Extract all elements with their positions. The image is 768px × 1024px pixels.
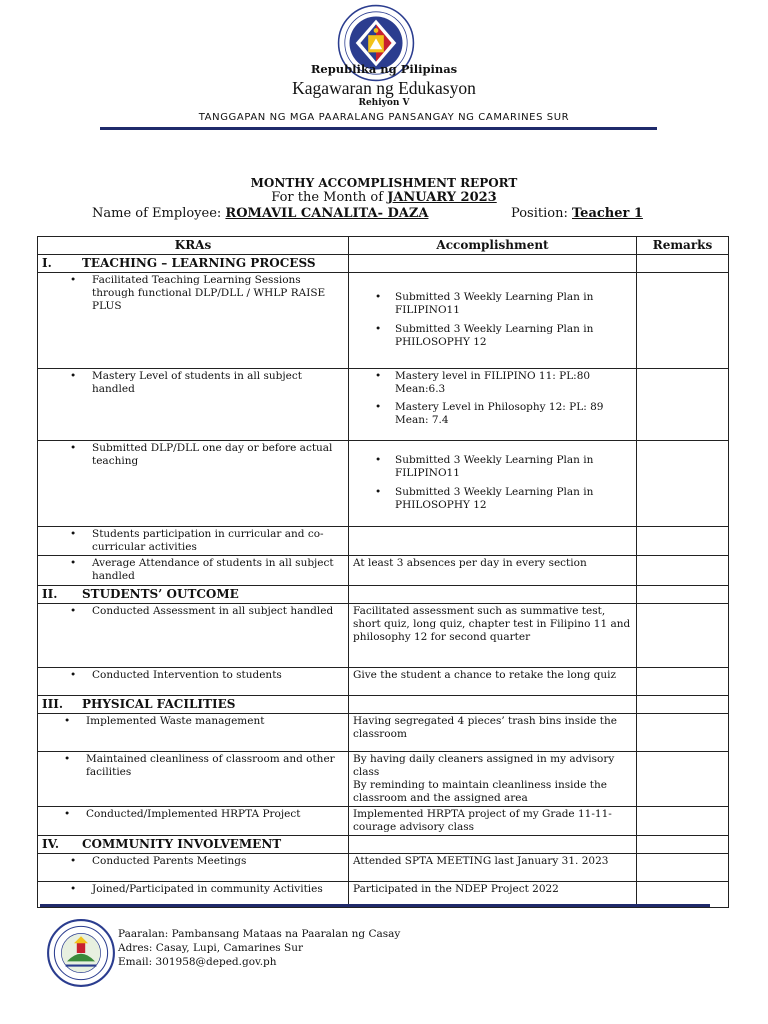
accomplishment-cell: Having segregated 4 pieces’ trash bins inside the classroom xyxy=(349,713,637,751)
table-row xyxy=(38,273,729,369)
accomplishment-cell: By having daily cleaners assigned in my advisory class xyxy=(353,752,615,778)
kra-item: • Facilitated Teaching Learning Sessions through functional DLP/DLL / WHLP RAISE PLUS xyxy=(92,274,344,313)
accomplishment-item: • Submitted 3 Weekly Learning Plan in PHILOSOPHY 12 xyxy=(395,323,632,349)
report-title: MONTHY ACCOMPLISHMENT REPORT xyxy=(250,176,518,190)
position-value: Teacher 1 xyxy=(571,206,643,221)
table-row xyxy=(38,369,729,441)
kra-item: • Conducted Assessment in all subject handled xyxy=(92,605,344,618)
accomplishment-cell: At least 3 absences per day in every section xyxy=(349,556,637,585)
kra-item: • Average Attendance of students in all subject handled xyxy=(92,557,344,583)
accomplishment-cell: Facilitated assessment such as summative test, short quiz, long quiz, chapter test in Filipino 11 and philosophy 12 for second quarter xyxy=(349,603,637,667)
header-kras: KRAs xyxy=(38,237,349,255)
tanggapan-heading: TANGGAPAN NG MGA PAARALANG PANSANGAY NG CAMARINES SUR xyxy=(198,112,570,123)
accomplishment-item: • Mastery level in FILIPINO 11: PL:80 Mean:6.3 xyxy=(395,370,632,396)
table-row xyxy=(38,807,729,836)
header-rule xyxy=(100,127,657,130)
section-label: TEACHING – LEARNING PROCESS xyxy=(82,256,316,270)
section-title xyxy=(38,585,349,603)
accomplishment-cell: Give the student a chance to retake the long quiz xyxy=(349,667,637,695)
school-seal-icon xyxy=(46,918,116,988)
footer-school: Paaralan: Pambansang Mataas na Paaralan ng Casay xyxy=(118,928,401,940)
employee-name: ROMAVIL CANALITA- DAZA xyxy=(225,206,429,221)
kagawaran-heading: Kagawaran ng Edukasyon xyxy=(292,78,476,98)
accomplishment-item: • Mastery Level in Philosophy 12: PL: 89 Mean: 7.4 xyxy=(395,401,632,427)
remarks-cell xyxy=(637,527,729,556)
remarks-cell xyxy=(637,441,729,527)
kra-item: • Conducted/Implemented HRPTA Project xyxy=(86,808,344,821)
section-number: I. xyxy=(42,256,52,270)
remarks-cell xyxy=(637,807,729,836)
footer-info xyxy=(118,927,400,969)
table-row xyxy=(38,603,729,667)
table-row xyxy=(38,667,729,695)
remarks-cell xyxy=(637,713,729,751)
header-accomplishment: Accomplishment xyxy=(349,237,637,255)
section-title xyxy=(38,255,349,273)
accomplishment-cell: Implemented HRPTA project of my Grade 11-11- courage advisory class xyxy=(349,807,637,836)
section-label: STUDENTS’ OUTCOME xyxy=(82,586,239,601)
kra-item: • Students participation in curricular and co-curricular activities xyxy=(92,528,344,554)
remarks-cell xyxy=(637,603,729,667)
remarks-cell xyxy=(637,369,729,441)
position-label: Position: xyxy=(511,206,572,221)
accomplishment-cell xyxy=(349,527,637,556)
section-row xyxy=(38,585,729,603)
accomplishment-item: • Submitted 3 Weekly Learning Plan in FILIPINO11 xyxy=(395,291,632,317)
section-label: COMMUNITY INVOLVEMENT xyxy=(82,837,282,852)
section-row xyxy=(38,255,729,273)
section-number: II. xyxy=(42,586,58,601)
accomplishment-item: • Submitted 3 Weekly Learning Plan in FILIPINO11 xyxy=(395,454,632,480)
accomplishment-item: • Submitted 3 Weekly Learning Plan in PHILOSOPHY 12 xyxy=(395,486,632,512)
section-number: IV. xyxy=(42,837,60,852)
footer-email: Email: 301958@deped.gov.ph xyxy=(118,956,277,968)
section-row xyxy=(38,695,729,713)
table-row xyxy=(38,713,729,751)
table-row xyxy=(38,556,729,585)
table-row xyxy=(38,441,729,527)
republika-heading: Republika ng Pilipinas xyxy=(310,62,458,76)
section-label: PHYSICAL FACILITIES xyxy=(82,696,236,711)
section-number: III. xyxy=(42,696,64,711)
footer-address: Adres: Casay, Lupi, Camarines Sur xyxy=(118,942,304,954)
month-value: JANUARY 2023 xyxy=(387,190,497,205)
kra-item: • Implemented Waste management xyxy=(86,715,344,728)
employee-label: Name of Employee: xyxy=(92,206,226,221)
table-row xyxy=(38,854,729,882)
accomplishment-cell: By reminding to maintain cleanliness inside the classroom and the assigned area xyxy=(353,778,607,804)
remarks-cell xyxy=(637,556,729,585)
report-month xyxy=(0,190,768,205)
employee-line xyxy=(92,206,428,221)
kra-item: • Conducted Intervention to students xyxy=(92,669,344,682)
position-line xyxy=(511,206,643,221)
kra-item: • Maintained cleanliness of classroom and other facilities xyxy=(86,753,344,779)
kra-item: • Conducted Parents Meetings xyxy=(92,855,344,868)
header-remarks: Remarks xyxy=(637,237,729,255)
section-row xyxy=(38,836,729,854)
remarks-cell xyxy=(637,667,729,695)
table-row xyxy=(38,751,729,807)
kra-item: • Mastery Level of students in all subject handled xyxy=(92,370,344,396)
table-row xyxy=(38,527,729,556)
remarks-cell xyxy=(637,751,729,807)
accomplishment-cell: Attended SPTA MEETING last January 31. 2023 xyxy=(349,854,637,882)
remarks-cell xyxy=(637,854,729,882)
remarks-cell xyxy=(637,273,729,369)
table-header-row xyxy=(38,237,729,255)
section-title xyxy=(38,695,349,713)
footer-rule xyxy=(40,904,710,907)
kra-item: • Submitted DLP/DLL one day or before actual teaching xyxy=(92,442,344,468)
kra-item: • Joined/Participated in community Activities xyxy=(92,883,344,896)
accomplishment-table xyxy=(37,236,729,908)
rehiyon-heading: Rehiyon V xyxy=(358,98,410,108)
month-label: For the Month of xyxy=(271,190,388,205)
accomplishment-cell: Participated in the NDEP Project 2022 xyxy=(349,882,637,908)
section-title xyxy=(38,836,349,854)
